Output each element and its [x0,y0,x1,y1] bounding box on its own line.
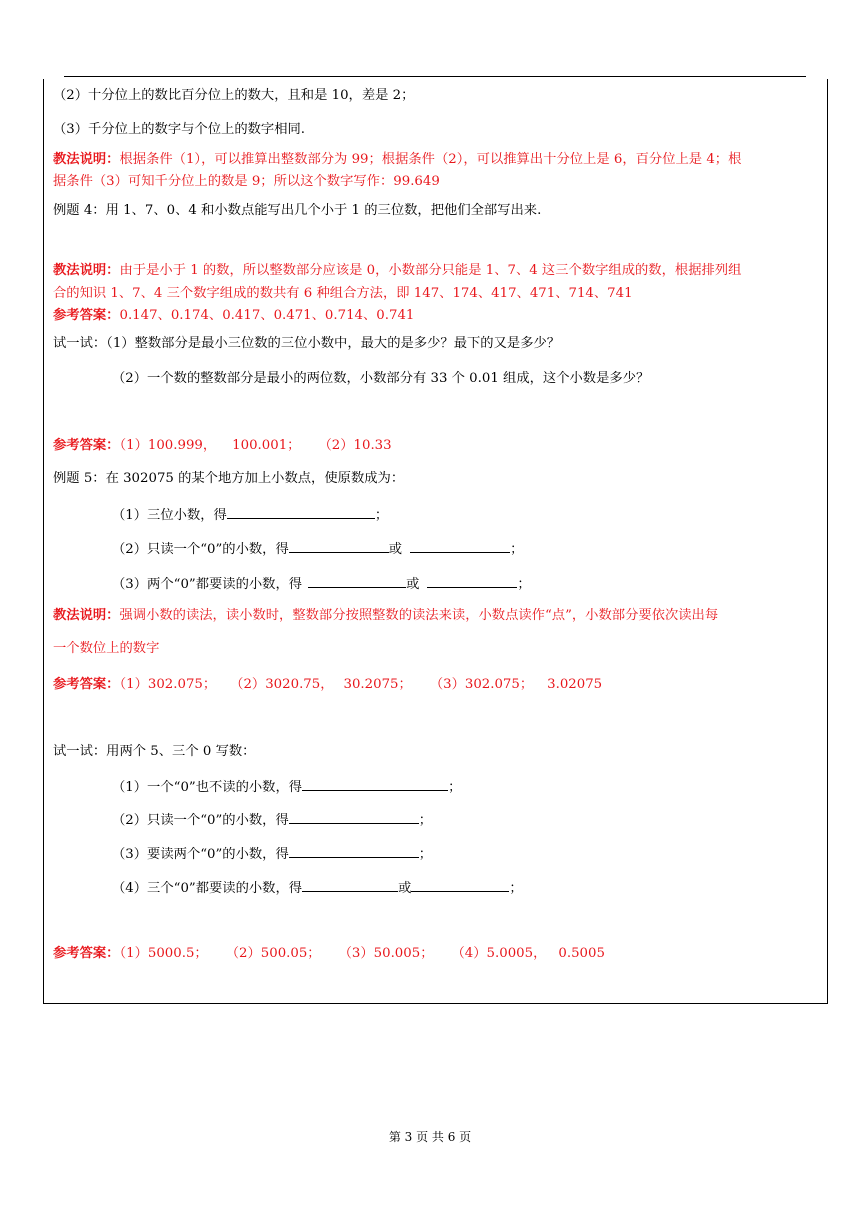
semicolon: ； [418,847,433,862]
condition-3: （3）千分位上的数字与个位上的数字相同. [53,122,306,137]
note-text: 根据条件（1），可以推算出整数部分为 99；根据条件（2），可以推算出十分位上是 6，百分位上是 4；根 [119,152,742,167]
try-2-item-4 [112,878,523,898]
answer-part: 0.5005 [558,946,605,961]
answer-part: （3）302.075； [429,677,534,692]
item-text: （2）只读一个“0”的小数，得 [112,542,289,557]
note-label: 教法说明： [53,152,120,167]
try-2-item-2 [112,810,432,830]
answer-blank[interactable] [227,505,375,519]
answer-blank[interactable] [289,810,419,824]
answer-part: （4）5.0005， [451,946,547,961]
note-label: 教法说明： [53,263,120,278]
header-rule [64,76,806,77]
try-2-item-3 [112,844,432,864]
answer-blank[interactable] [289,539,389,553]
or-text: 或 [398,881,412,896]
try-2-item-1 [112,777,461,797]
answer-blank[interactable] [302,777,448,791]
answer-text: 0.147、0.174、0.417、0.471、0.714、0.741 [119,308,415,323]
condition-2: （2）十分位上的数比百分位上的数大，且和是 10，差是 2； [53,88,415,103]
answer-part: （2）10.33 [318,438,392,453]
answer-5 [53,945,605,963]
item-text: （3）要读两个“0”的小数，得 [112,847,289,862]
answer-blank[interactable] [427,574,517,588]
answer-label: 参考答案： [53,308,120,323]
semicolon: ； [448,780,462,795]
teaching-note-2-line-2: 合的知识 1、7、4 三个数字组成的数共有 6 种组合方法，即 147、174、417、471、714、741 [53,286,633,301]
item-text: （3）两个“0”都要读的小数，得 [112,577,303,592]
try-2-title: 试一试：用两个 5、三个 0 写数： [53,744,256,759]
semicolon: ； [418,813,433,828]
teaching-note-3-line-2: 一个数位上的数字 [53,641,160,656]
example-5-title: 例题 5：在 302075 的某个地方加上小数点，使原数成为： [53,471,405,486]
or-text: 或 [406,577,420,592]
semicolon: ； [510,542,524,557]
page-footer: 第 3 页 共 6 页 [388,1130,472,1144]
semicolon: ； [517,577,531,592]
answer-2 [53,307,414,325]
answer-label: 参考答案： [53,677,120,692]
note-text: 强调小数的读法，读小数时，整数部分按照整数的读法来读，小数点读作“点”，小数部分要依次读出每 [119,608,719,623]
item-text: （1）一个“0”也不读的小数，得 [112,780,303,795]
answer-label: 参考答案： [53,946,120,961]
answer-part: 30.2075； [343,677,412,692]
answer-part: （1）302.075； [119,677,217,692]
example-5-item-3 [112,574,531,594]
answer-4 [53,676,602,694]
answer-blank[interactable] [302,878,398,892]
answer-blank[interactable] [410,539,510,553]
teaching-note-3-line-1 [53,607,718,625]
note-label: 教法说明： [53,608,120,623]
teaching-note-1-line-1 [53,151,741,169]
item-text: （4）三个“0”都要读的小数，得 [112,881,303,896]
try-1-question-2: （2）一个数的整数部分是最小的两位数，小数部分有 33 个 0.01 组成，这个小数是多少？ [112,371,650,386]
answer-part: （1）5000.5； [119,946,208,961]
answer-label: 参考答案： [53,438,120,453]
semicolon: ； [374,508,389,523]
item-text: （1）三位小数，得 [112,508,227,523]
semicolon: ； [509,881,523,896]
answer-part: 3.02075 [547,677,603,692]
answer-part: （2）500.05； [225,946,321,961]
answer-part: 100.001； [232,438,301,453]
answer-part: （1）100.999， [119,438,217,453]
answer-part: （2）3020.75， [230,677,334,692]
answer-blank[interactable] [411,878,509,892]
or-text: 或 [388,542,403,557]
note-text: 由于是小于 1 的数，所以整数部分应该是 0，小数部分只能是 1、7、4 这三个数字组成的数，根据排列组 [119,263,742,278]
answer-part: （3）50.005； [338,946,434,961]
example-4: 例题 4：用 1、7、0、4 和小数点能写出几个小于 1 的三位数，把他们全部写出来. [53,203,542,218]
example-5-item-2 [112,539,523,559]
answer-3 [53,437,392,455]
teaching-note-2-line-1 [53,262,741,280]
try-1-question-1: 试一试：（1）整数部分是最小三位数的三位小数中，最大的是多少？最下的又是多少？ [53,336,561,351]
answer-blank[interactable] [308,574,406,588]
answer-blank[interactable] [289,844,419,858]
teaching-note-1-line-2: 据条件（3）可知千分位上的数是 9；所以这个数字写作：99.649 [53,174,440,189]
item-text: （2）只读一个“0”的小数，得 [112,813,289,828]
example-5-item-1 [112,505,388,525]
